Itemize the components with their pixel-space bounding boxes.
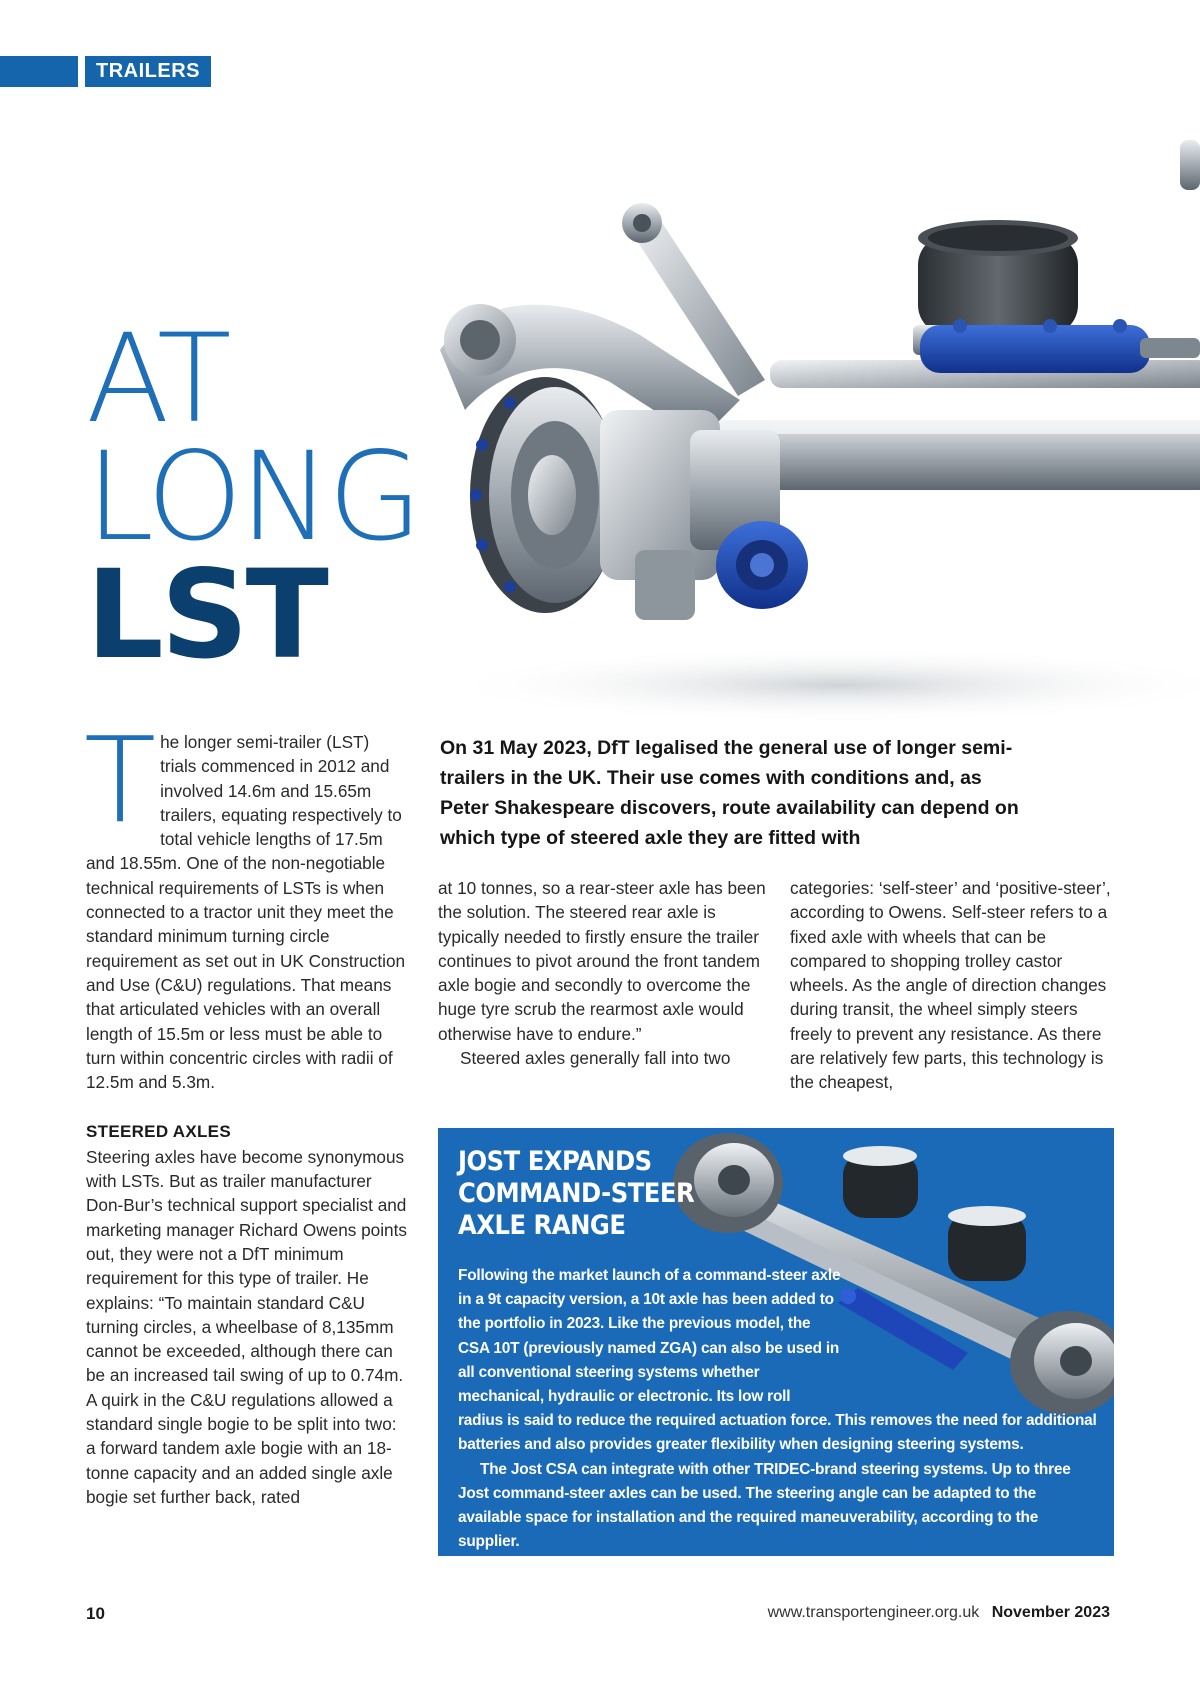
footer-url: www.transportengineer.org.uk (767, 1604, 980, 1621)
boxout-title-line-2: COMMAND-STEER (458, 1178, 695, 1209)
headline-line-3: LST (86, 544, 326, 686)
boxout-title-line-3: AXLE RANGE (458, 1210, 626, 1241)
hub-and-brake (470, 377, 621, 613)
article-column-2 (438, 876, 768, 1070)
headline (86, 308, 420, 686)
footer-date: November 2023 (991, 1604, 1110, 1621)
jost-boxout (438, 1128, 1114, 1556)
section-tag (0, 56, 202, 87)
boxout-paragraph: The Jost CSA can integrate with other TRIDEC-brand steering systems. Up to three Jost command-steer axles can be used. The steering angle can be adapted to the available space for installation and the required maneuverability, according to the supplier. (458, 1460, 1071, 1551)
axle-illustration (440, 120, 1200, 740)
boxout-text (458, 1264, 1098, 1554)
footer-info (768, 1604, 1110, 1622)
air-bag-1 (843, 1146, 918, 1218)
brake-chamber (716, 521, 808, 609)
boxout-paragraph: Following the market launch of a command-steer axle in a 9t capacity version, a 10t axle has been added to the portfolio in 2023. Like the previous model, the CSA 10T (previously named ZGA) can also be used in all conventional steering systems whether mechanical, hydraulic or electronic. Its low roll (458, 1267, 841, 1406)
article-column-1 (84, 711, 410, 1509)
paragraph: Steered axles generally fall into two (460, 1048, 731, 1069)
paragraph: categories: ‘self-steer’ and ‘positive-steer’, according to Owens. Self-steer refers to a fixed axle with wheels that can be compared to shopping trolley castor wheels. As the angle of direction changes during transit, the wheel simply steers freely to prevent any resistance. As there are relatively few parts, this technology is the cheapest, (790, 878, 1111, 1093)
axle-end-right (1180, 140, 1200, 190)
boxout-paragraph: radius is said to reduce the required actuation force. This removes the need for additional batteries and also provides greater flexibility when designing steering systems. (458, 1412, 1097, 1454)
boxout-title (458, 1146, 718, 1242)
subhead-steered-axles: STEERED AXLES (86, 1122, 231, 1142)
section-label: TRAILERS (85, 56, 211, 87)
drop-cap: T (84, 711, 157, 849)
page-number: 10 (86, 1604, 105, 1623)
headline-line-2: LONG (86, 426, 420, 568)
paragraph: Steering axles have become synonymous with LSTs. But as trailer manufacturer Don-Bur’s technical support specialist and marketing manager Richard Owens points out, they were not a DfT minimum requirement for this type of trailer. He explains: “To maintain standard C&U turning circles, a wheelbase of 8,135mm cannot be exceeded, although there can be an increased tail swing of up to 0.74m. A quirk in the C&U regulations allowed a standard single bogie to be split into two: a forward tandem axle bogie with an 18-tonne capacity and an added single axle bogie set further back, rated (86, 1146, 407, 1507)
paragraph: at 10 tonnes, so a rear-steer axle has been the solution. The steered rear axle is typically needed to firstly ensure the trailer continues to pivot around the front tandem axle bogie and secondly to overcome the huge tyre scrub the rearmost axle would otherwise have to endure.” (438, 878, 766, 1044)
standfirst: On 31 May 2023, DfT legalised the general use of longer semi-trailers in the UK. Their use comes with conditions and, as Peter Shakespeare discovers, route availability can depend on which type of steered axle they are fitted with (440, 737, 1019, 849)
intro-paragraph: he longer semi-trailer (LST) trials commenced in 2012 and involved 14.6m and 15.65m trailers, equating respectively to total vehicle lengths of 17.5m and 18.55m. One of the non-negotiable technical requirements of LSTs is when connected to a tractor unit they meet the standard minimum turning circle requirement as set out in UK Construction and Use (C&U) regulations. That means that articulated vehicles with an overall length of 15.5m or less must be able to turn within concentric circles with radii of 12.5m and 5.3m. (86, 732, 406, 1093)
boxout-title-line-1: JOST EXPANDS (458, 1146, 652, 1177)
section-tag-bar (0, 56, 78, 87)
floor-shadow (440, 647, 1200, 723)
headline-line-1: AT (86, 308, 229, 450)
article-column-3 (790, 876, 1120, 1095)
